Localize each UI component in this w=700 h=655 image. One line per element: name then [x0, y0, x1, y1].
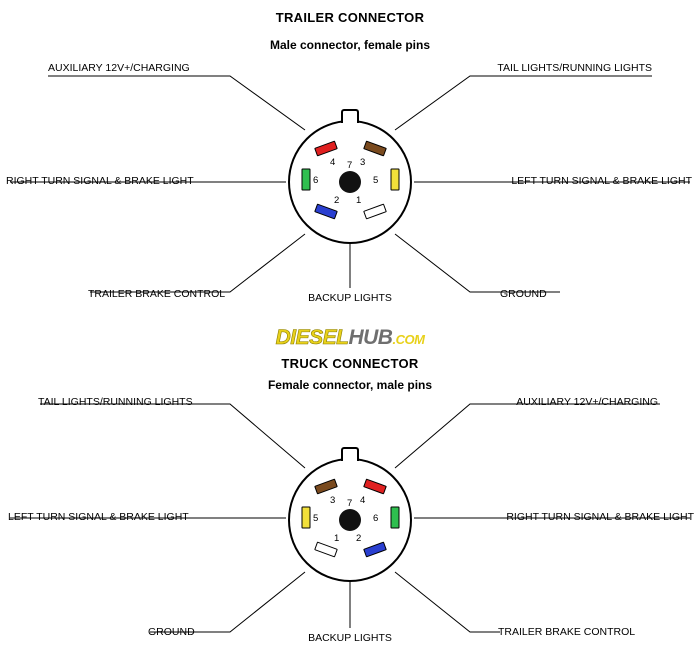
pin-6-right-turn[interactable]	[391, 507, 400, 529]
pin-6-right-turn[interactable]	[302, 169, 311, 191]
trailer-label-ground: GROUND	[500, 288, 547, 300]
truck-label-brake-control: TRAILER BRAKE CONTROL	[498, 626, 636, 638]
truck-label-backup-lights: BACKUP LIGHTS	[308, 632, 392, 644]
pin-1-number: 1	[356, 195, 362, 206]
pin-2-number: 2	[334, 195, 340, 206]
trailer-connector-body[interactable]	[288, 120, 412, 244]
trailer-label-backup-lights: BACKUP LIGHTS	[308, 292, 392, 304]
connector-keyway-tab	[341, 109, 359, 123]
pin-3-tail-lights[interactable]	[363, 141, 387, 157]
pin-4-auxiliary-12v[interactable]	[363, 479, 387, 495]
pin-3-number: 3	[330, 495, 336, 506]
trailer-title: TRAILER CONNECTOR	[275, 10, 425, 25]
pin-3-tail-lights[interactable]	[314, 479, 338, 495]
trailer-label-tail-lights: TAIL LIGHTS/RUNNING LIGHTS	[497, 62, 652, 74]
pin-7-number: 7	[347, 160, 353, 171]
connector-keyway-tab	[341, 447, 359, 461]
pin-5-number: 5	[313, 513, 319, 524]
trailer-label-brake-control: TRAILER BRAKE CONTROL	[88, 288, 226, 300]
pin-4-number: 4	[360, 495, 366, 506]
pin-1-number: 1	[334, 533, 340, 544]
watermark	[0, 326, 700, 350]
trailer-label-right-turn: RIGHT TURN SIGNAL & BRAKE LIGHT	[6, 175, 194, 187]
pin-5-left-turn[interactable]	[302, 507, 311, 529]
watermark-hub: HUB	[348, 326, 393, 349]
truck-title: TRUCK CONNECTOR	[281, 356, 419, 371]
truck-label-left-turn: LEFT TURN SIGNAL & BRAKE LIGHT	[8, 511, 189, 523]
pin-7-backup-lights[interactable]	[339, 171, 361, 193]
truck-connector-body[interactable]	[288, 458, 412, 582]
pin-2-number: 2	[356, 533, 362, 544]
pin-7-number: 7	[347, 498, 353, 509]
trailer-label-left-turn: LEFT TURN SIGNAL & BRAKE LIGHT	[511, 175, 692, 187]
trailer-label-aux-12v: AUXILIARY 12V+/CHARGING	[48, 62, 190, 74]
pin-5-left-turn[interactable]	[391, 169, 400, 191]
truck-label-aux-12v: AUXILIARY 12V+/CHARGING	[516, 396, 658, 408]
watermark-com: .COM	[392, 332, 425, 347]
pin-1-ground[interactable]	[363, 204, 387, 220]
pin-3-number: 3	[360, 157, 366, 168]
pin-4-number: 4	[330, 157, 336, 168]
pin-6-number: 6	[313, 175, 319, 186]
truck-label-right-turn: RIGHT TURN SIGNAL & BRAKE LIGHT	[506, 511, 694, 523]
watermark-diesel: DIESEL	[275, 326, 349, 349]
truck-label-tail-lights: TAIL LIGHTS/RUNNING LIGHTS	[38, 396, 193, 408]
pin-5-number: 5	[373, 175, 379, 186]
pin-7-backup-lights[interactable]	[339, 509, 361, 531]
pin-6-number: 6	[373, 513, 379, 524]
pin-4-auxiliary-12v[interactable]	[314, 141, 338, 157]
pin-2-trailer-brake-control[interactable]	[363, 542, 387, 558]
truck-label-ground: GROUND	[148, 626, 195, 638]
truck-subtitle: Female connector, male pins	[267, 378, 433, 392]
trailer-subtitle: Male connector, female pins	[269, 38, 431, 52]
